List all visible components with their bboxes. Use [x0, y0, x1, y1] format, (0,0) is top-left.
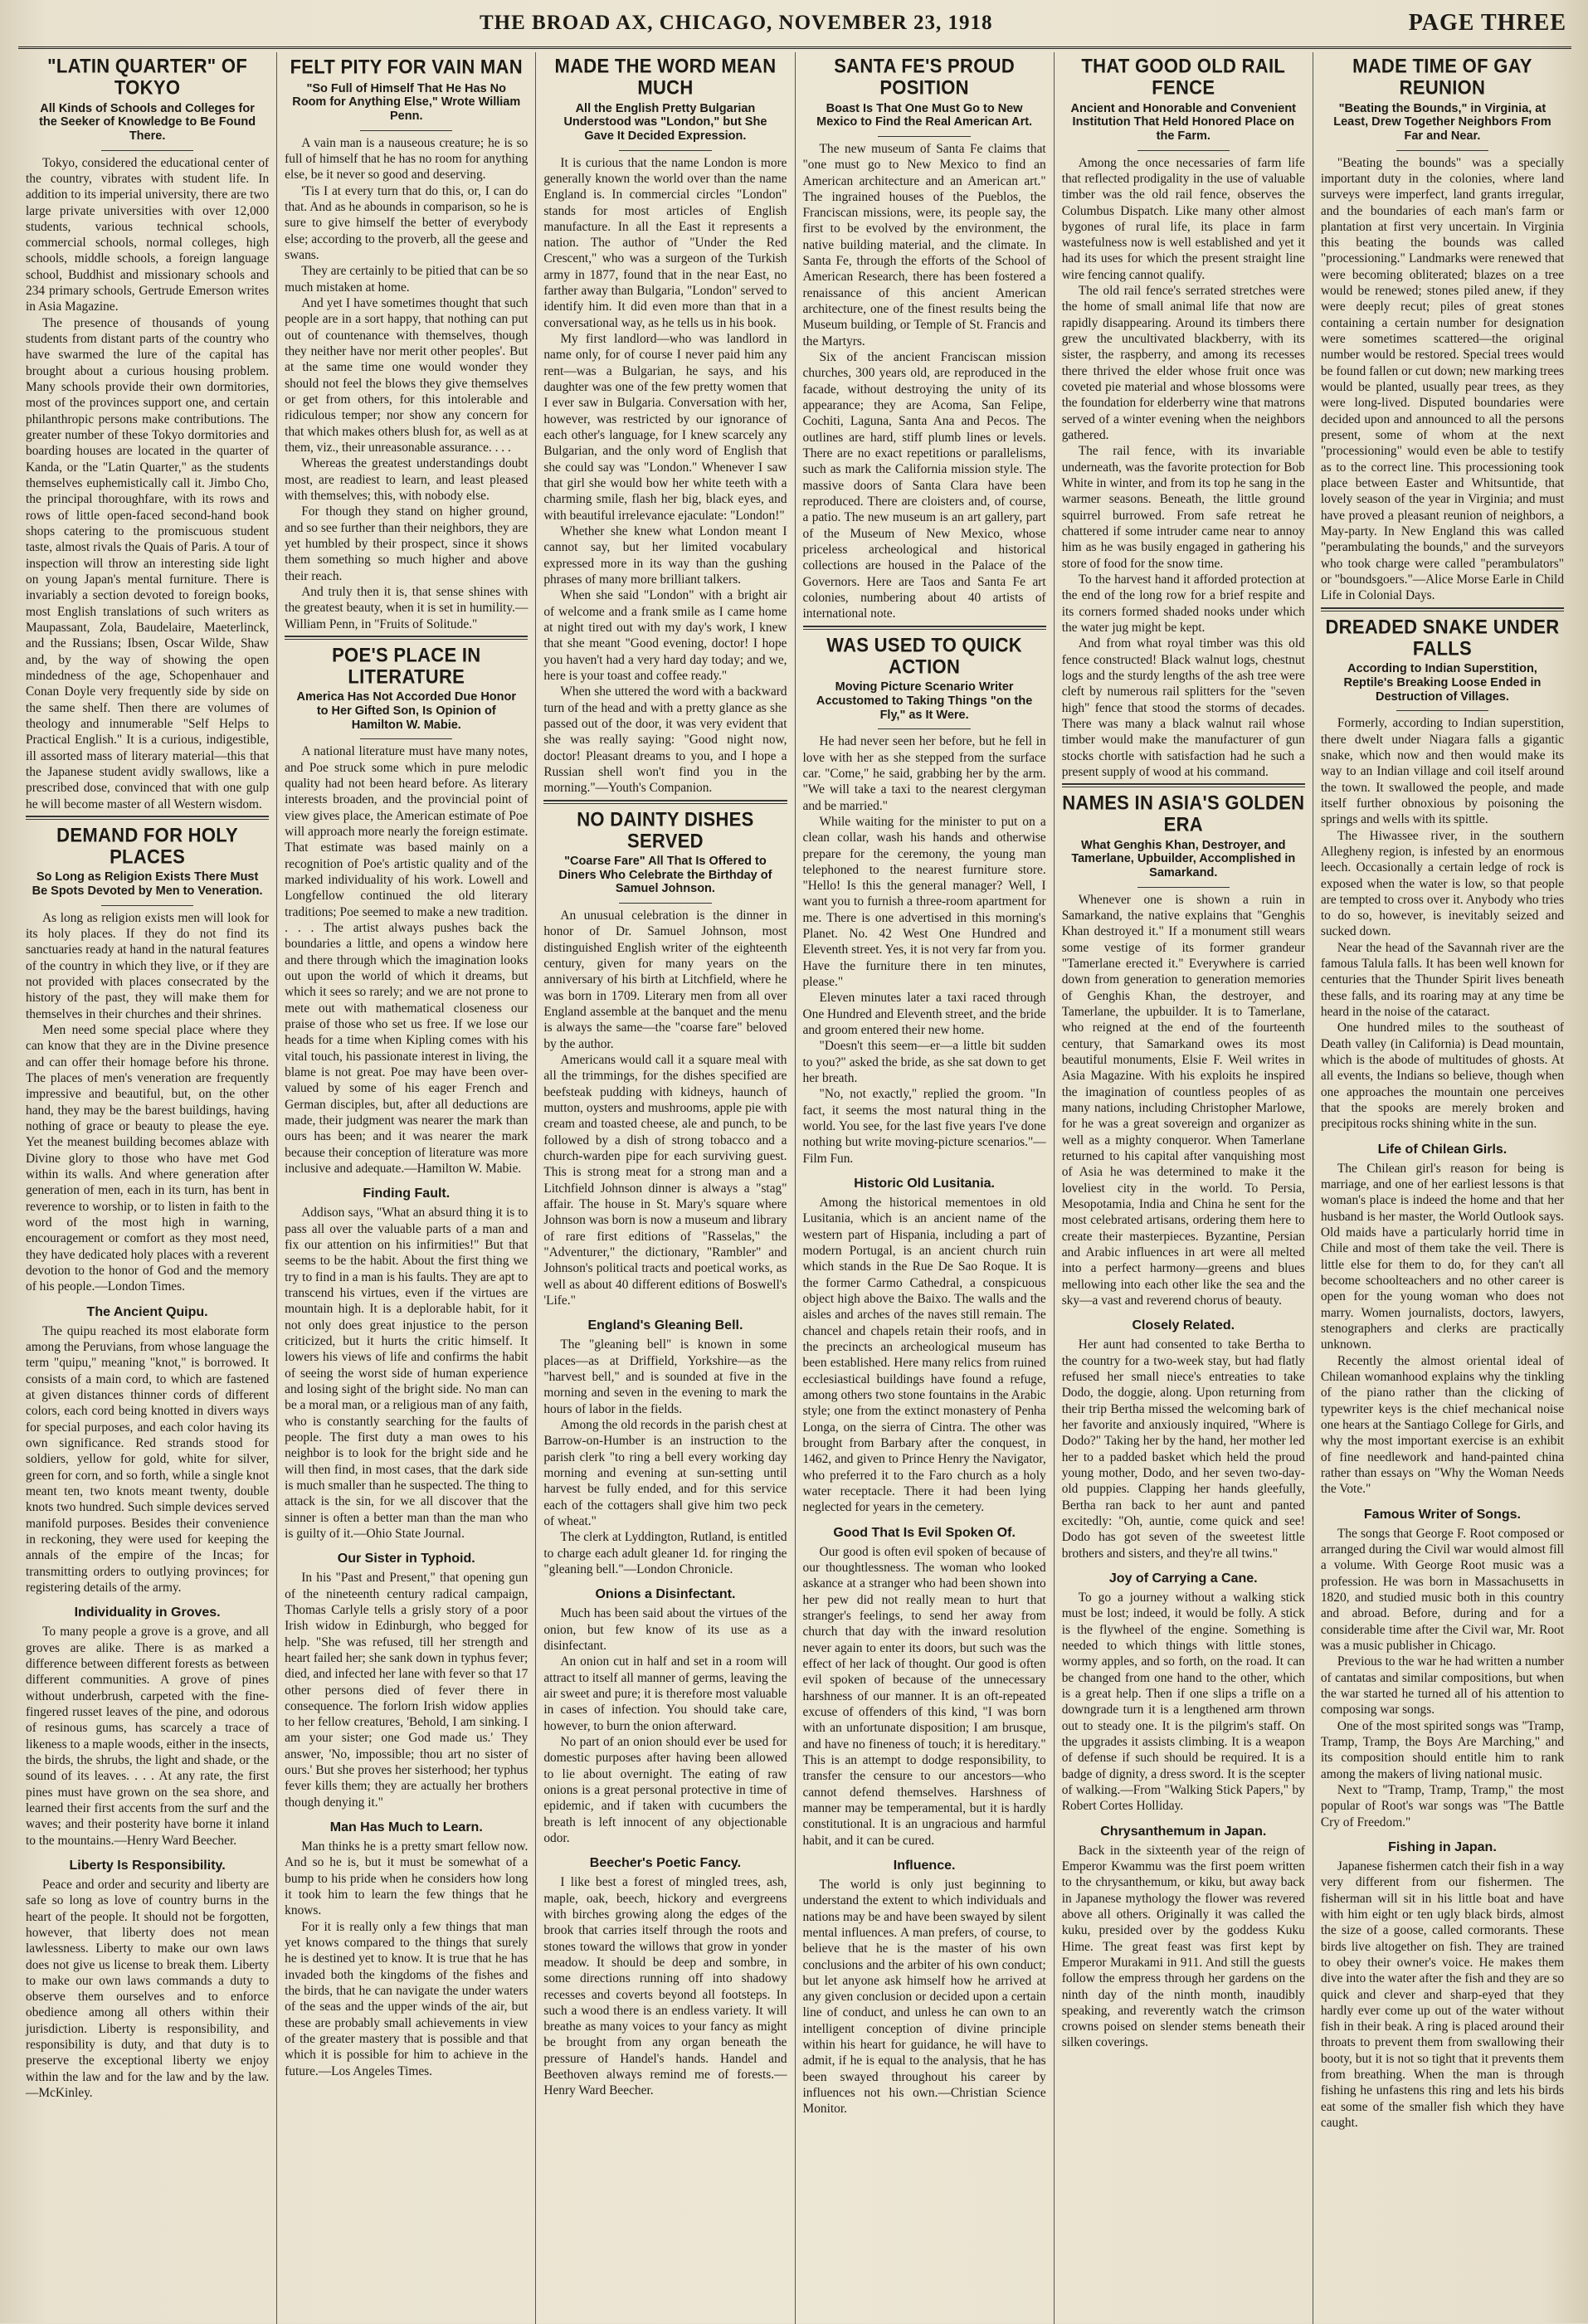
- subheading: Closely Related.: [1132, 1318, 1235, 1333]
- subheading: England's Gleaning Bell.: [587, 1318, 743, 1333]
- article-deck: "So Full of Himself That He Has No Room for Anything Else," Wrote William Penn.: [292, 81, 521, 124]
- article-headline: WAS USED TO QUICK ACTION: [826, 633, 1022, 678]
- paragraph: Whenever one is shown a ruin in Samarkand, the native explains that "Genghis Khan destroyed it." If a monument still wears some vestige of its former grandeur "Tamerlane erected it." Everywhere is carried down from generation to generation memories of Genghis Khan, the destroyer, and Tamerlane, the upbuilder. It is to Tamerlane, who reigned at the end of the fourteenth century, that Samarkand owes its most beautiful monuments, Elsie F. Weil writes in Asia Magazine. With his exploits he inspired the imagination of countless peoples of as many nations, including Christopher Marlowe, for he was a great sovereign and organizer as well as a mighty conqueror. When Tamerlane returned to his capital after vanquishing most of Asia he was determined to make it the loveliest city in the world. To Persia, Mesopotamia, India and China he sent for the most celebrated artisans, ordering them here to create their masterpieces. Byzantine, Persian and Arabic influences in art were all melted into a perfect harmony—greens and blues mellowing into each other like the sea and the sky—a vast and reverend chorus of beauty.: [1061, 892, 1305, 1308]
- paragraph: Americans would call it a square meal with all the trimmings, for the dishes specified are beefsteak pudding with kidneys, haunch of mutton, oysters and mushrooms, apple pie with cream and toasted cheese, ale and punch, to be followed by a dish of strong tobacco and a church-warden pipe for each surviving guest. This is strong meat for a strong man and a Litchfield Johnson dinner is always a "stag" affair. The house in St. Mary's square where Johnson was born is now a museum and library of rare first editions of "Rasselas," the "Adventurer," the dictionary, "Rambler" and Johnson's political tracts and poetical works, as well as about 40 different editions of Boswell's 'Life.": [543, 1053, 787, 1308]
- paragraph: A national literature must have many notes, and Poe struck some which in pure melodic quality had not been heard before. As literary interests broaden, and the provincial point of view gives place, the American estimate of Poe will approach more nearly the foreign estimate. That estimate was based mainly on a recognition of Poe's artistic quality and of the marked individuality of his work. Lowell and Longfellow continued the old literary traditions; Poe seemed to make a new tradition. . . . The artist always pushes back the boundaries a little, and opens a window here and there through which the imagination looks out upon the world of which it dreams, but which it sees so rarely; and we are not prone to mete out with mathematical closeness our praise of those who set us free. If we lose our heads for a time when Kipling comes with his vital touch, his passionate interest in living, the blame is not great. Poe may have been over-valued by some of his eager French and German disciples, but, after all deductions are made, their judgment was nearer the mark than ours has been; and it was nearer the mark because their conception of literature was more inclusive and adequate.—Hamilton W. Mabie.: [285, 744, 529, 1176]
- article-deck: "Coarse Fare" All That Is Offered to Diners Who Celebrate the Birthday of Samuel Johnson.: [558, 855, 772, 896]
- article-headline: NAMES IN ASIA'S GOLDEN ERA: [1062, 792, 1305, 836]
- article-headline: SANTA FE'S PROUD POSITION: [834, 55, 1016, 99]
- masthead: [18, 0, 1571, 49]
- article-deck: America Has Not Accorded Due Honor to Her Gifted Son, Is Opinion of Hamilton W. Mabie.: [296, 690, 517, 732]
- article-headline: "LATIN QUARTER" OF TOKYO: [47, 55, 248, 99]
- article-deck: So Long as Religion Exists There Must Be Spots Devoted by Men to Veneration.: [32, 870, 263, 899]
- paragraph: "Beating the bounds" was a specially important duty in the colonies, where land surveys were imperfect, land grants irregular, and the boundaries of each man's farm or plantation at first very uncertain. In Virginia this beating the bounds was called "processioning." Landmarks were renewed that were becoming obliterated; blazes on a tree would be renewed; stones piled anew, if they were deeply recut; piles of great stones containing a certain number for designation were sometimes scattered—the original number would be restored. Special trees would be found fallen or cut down; new marking trees would be planted, usually pear trees, as they were long-lived. Disputed boundaries were decided upon and announced to all the persons present, some of whom at the next "processioning" would even be able to testify as to the correct line. This processioning took place between Easter and Whitsuntide, that lovely season of the year in Virginia; and must have proved a pleasant reunion of neighbors, a May-party. In New England this was called "perambulating the bounds," and the surveyors who took charge were called "perambulators" or "boundsgoers."—Alice Morse Earle in Child Life in Colonial Days.: [1320, 155, 1565, 603]
- paragraph: Whereas the greatest understandings doubt most, are readiest to learn, and least pleased with themselves; this, with nobody else.: [285, 456, 529, 503]
- paragraph: When she said "London" with a bright air of welcome and a frank smile as I came home at night tired out with my day's work, I knew that she meant "Good evening, doctor! I hope you haven't had a very hard day today; and we, here is your toast and coffee ready.": [543, 588, 787, 684]
- paragraph: One hundred miles to the southeast of Death valley (in California) is Dead mountain, which is the abode of multitudes of ghosts. At all events, the Indians so believe, though when one approaches the mountain one perceives that the spooks are merely broken and precipitous rocks shining white in the sun.: [1320, 1021, 1565, 1132]
- paragraph: The old rail fence's serrated stretches were the home of small animal life that now are rapidly disappearing. Around its timbers there grew the uncultivated blackberry, with its sister, the raspberry, and among its recesses there thrived the elder whose fruit once was coveted pie material and whose blossoms were the foundation for elderberry wine that matrons served of a winter evening when the neighbors gathered.: [1061, 284, 1305, 443]
- deck-rule: [101, 150, 193, 151]
- article-headline: MADE TIME OF GAY REUNION: [1352, 55, 1532, 99]
- subheading: Our Sister in Typhoid.: [337, 1552, 475, 1566]
- subheading: Historic Old Lusitania.: [854, 1177, 995, 1191]
- article-headline: DEMAND FOR HOLY PLACES: [56, 823, 238, 868]
- paragraph: They are certainly to be pitied that can be so much mistaken at home.: [285, 264, 529, 295]
- paragraph: Next to "Tramp, Tramp, Tramp," the most popular of Root's war songs was "The Battle Cry of Freedom.": [1320, 1782, 1565, 1829]
- column-5: [1055, 52, 1313, 2324]
- paragraph: I like best a forest of mingled trees, ash, maple, oak, beech, hickory and evergreens with birches growing along the edges of the brook that carries itself through the roots and stones toward the willows that grow in yonder meadow. It should be deep and sombre, in some directions running off into shadowy recesses and coverts beyond all footsteps. In such a wood there is an endless variety. It will breathe as many voices to your fancy as might be brought from any organ beneath the pressure of Handel's hands. Handel and Beethoven always remind me of forests.—Henry Ward Beecher.: [543, 1875, 787, 2098]
- headline-rule: [1062, 783, 1305, 787]
- paragraph: The presence of thousands of young students from distant parts of the country who have swarmed the lure of the capital has brought about a curious housing problem. Many schools provide their own dormitories, most of the provinces support one, and certain philanthropic persons make contributions. The greater number of these Tokyo dormitories and boarding houses are located in the quarter of Kanda, or the "Latin Quarter," as the students themselves euphemistically call it. Jimbo Cho, the principal thoroughfare, with its rows and rows of little open-faced second-hand book shops catering to the promiscuous student taste, almost rivals the Quais of Paris. A tour of inspection will throw an interesting side light on young Japan's mental furniture. There is invariably a section devoted to foreign books, most English translations of such writers as Maupassant, Zola, Baudelaire, Maeterlinck, and the Russians; Ibsen, Oscar Wilde, Shaw and, by the way of showing the open mindedness of the age, Schopenhauer and Conan Doyle very frequently side by side on the same shelf. Then there are volumes of theology and innumerable "Self Helps to Practical English." It is a curious, indigestible, ill assorted mass of literary material—this that the Japanese student avidly swallows, like a prescribed dose, convinced that with one gulp he will become master of all Western wisdom.: [26, 315, 270, 811]
- headline-rule: [26, 816, 269, 820]
- deck-rule: [619, 903, 711, 904]
- paragraph: The Hiwassee river, in the southern Allegheny region, is infested by an enormous leech. Occasionally a certain ledge of rock is exposed when the water is low, so that people are tempted to cross over it. Anybody who tries to do so, however, is inevitably seized and sucked down.: [1320, 828, 1565, 939]
- deck-rule: [878, 136, 970, 137]
- subheading: Man Has Much to Learn.: [329, 1820, 483, 1835]
- column-4: [796, 52, 1055, 2324]
- paragraph: He had never seen her before, but he fell in love with her as she stepped from the surface car. "Come," he said, grabbing her by the arm. "We will take a taxi to the nearest clergyman and be married.": [802, 734, 1046, 813]
- paragraph: Much has been said about the virtues of the onion, but few know of its use as a disinfectant.: [543, 1606, 787, 1653]
- paragraph: And truly then it is, that sense shines with the greatest beauty, when it is set in humility.—William Penn, in "Fruits of Solitude.": [285, 584, 529, 631]
- paragraph: 'Tis I at every turn that do this, or, I can do that. And as he abounds in comparison, so he is sure to give himself the better of everybody else; according to the proverb, all the geese and swans.: [285, 183, 529, 263]
- subheading: The Ancient Quipu.: [86, 1304, 208, 1319]
- paragraph: "No, not exactly," replied the groom. "In fact, it seems the most natural thing in the world. You see, for the last five years I've done nothing but write moving-picture scenarios."—Film Fun.: [802, 1087, 1046, 1166]
- deck-rule: [360, 130, 452, 131]
- paragraph: An unusual celebration is the dinner in honor of Dr. Samuel Johnson, most distinguished English writer of the eighteenth century, given for many years on the anniversary of his birth at Litchfield, where he was born in 1709. Literary men from all over England assemble at the banquet and the menu is always the same—the "coarse fare" beloved by the author.: [543, 909, 787, 1051]
- deck-rule: [101, 905, 193, 906]
- paragraph: The rail fence, with its invariable underneath, was the favorite protection for Bob White in winter, and from its top he sang in the warmer seasons. Beneath, the little ground squirrel burrowed. From safe retreat he chattered if some intruder came near to annoy him as he was busily engaged in gathering his store of food for the snow time.: [1061, 444, 1305, 571]
- paragraph: Among the historical mementoes in old Lusitania, which is an ancient name of the western part of Hispania, including a part of modern Portugal, is an ancient church ruin which stands in the Rue De Sao Roque. It is the former Carmo Cathedral, a conspicuous object high above the Baixo. The walls and the aisles and arches of the naves still remain. The chancel and chapels retain their roofs, and in the precincts an archeological museum has been established. Here many relics from ruined ecclesiastical buildings have found a refuge, among others two stone fountains in the Arabic style; one from the extinct monastery of Penha Longa, on the sierra of Cintra. The other was brought from Barbary after the conquest, in 1462, and given to Prince Henry the Navigator, who preferred it to the Faro church as a holy water receptacle. There it had been lying neglected for years in the cemetery.: [802, 1196, 1046, 1515]
- paragraph: The songs that George F. Root composed or arranged during the Civil war would almost fill a volume. With George Root music was a profession. He was born in Massachusetts in 1820, and studied music both in this country and abroad. Before, during and for a considerable time after the Civil war, Mr. Root was a music publisher in Chicago.: [1320, 1526, 1565, 1653]
- article-headline: THAT GOOD OLD RAIL FENCE: [1081, 55, 1286, 99]
- column-1: [18, 52, 277, 2324]
- paragraph: In his "Past and Present," that opening gun of the nineteenth century radical campaign, Thomas Carlyle tells a grisly story of a poor Irish widow in Edinburgh, who begged for help. "She was refused, till her strength and heart failed her; she sank down in typhus fever; died, and infected her lane with fever so that 17 other persons died of fever there in consequence. The forlorn Irish widow applies to her fellow creatures, 'Behold, I am sinking. I am your sister; one God made us.' They answer, 'No, impossible; thou art no sister of ours.' But she proves her sisterhood; her typhus fever kills them; they are actually her brothers though denying it.": [285, 1571, 529, 1810]
- paragraph: Tokyo, considered the educational center of the country, vibrates with student life. In addition to its imperial university, there are two large private universities with over 12,000 students, various technical schools, commercial schools, normal colleges, high schools, middle schools, a foreign language school, Buddhist and missionary schools and 234 primary schools, Gertrude Emerson writes in Asia Magazine.: [26, 155, 270, 314]
- paragraph: Six of the ancient Franciscan mission churches, 300 years old, are reproduced in the facade, without destroying the unity of its appearance; they are Acoma, San Felipe, Cochiti, Laguna, Santa Ana and Pecos. The outlines are hard, stiff plumb lines or levels. There are no exact repetitions or parallelisms, such as mark the California mission style. The massive doors of Santa Clara have been reproduced. There are cloisters and, of course, a patio. The new museum is an art gallery, part of the Museum of New Mexico, whose priceless archeological and historical collections are housed in the Palace of the Governors. Here are Taos and Santa Fe art colonies, numbering about 40 artists of international note.: [802, 350, 1046, 621]
- subheading: Finding Fault.: [363, 1186, 451, 1201]
- paragraph: Her aunt had consented to take Bertha to the country for a two-week stay, but had flatly refused her small niece's entreaties to take Dodo, the doggie, along. Upon returning from their trip Bertha missed the welcoming bark of her favorite and anxiously inquired, "Where is Dodo?" Taking her by the hand, her mother led her to a padded basket which held the proud young mother, Dodo, and her seven two-day-old puppies. Clapping her hands gleefully, Bertha ran back to her aunt and panted excitedly: "Oh, auntie, come quick and see! Dodo has got seven of the sweetest little brothers and sisters, and they're all twins.": [1061, 1337, 1305, 1561]
- paragraph: The Chilean girl's reason for being is marriage, and one of her earliest lessons is that woman's place is indeed the home and that her husband is her master, the World Outlook says. Old maids have a particularly horrid time in Chile and most of them take the veil. There is little else for them to do, for they can't all become schoolteachers and no other career is open for the young woman who does not marry. Women journalists, doctors, lawyers, stenographers and clerks are practically unknown.: [1320, 1161, 1565, 1352]
- paragraph: While waiting for the minister to put on a clean collar, wash his hands and otherwise prepare for the ceremony, the young man telephoned to the nearest furniture store. "Hello! Is this the general manager? Well, I want you to furnish a three-room apartment for me. There is one advertised in this morning's Planet. No. 42 West One Hundred and Eleventh street. Yes, it is not very far from you. Have the furniture there in ten minutes, please.": [802, 814, 1046, 990]
- paragraph: One of the most spirited songs was "Tramp, Tramp, Tramp, the Boys Are Marching," and its composition should entitle him to rank among the makers of living national music.: [1320, 1718, 1565, 1781]
- paragraph: Near the head of the Savannah river are the famous Talula falls. It has been well known for centuries that the Thunder Spirit lives beneath these falls, and its roaring may at any time be heard in the noise of the cataract.: [1320, 940, 1565, 1020]
- paragraph: The new museum of Santa Fe claims that "one must go to New Mexico to find an American architecture and an American art." The ingrained houses of the Pueblos, the Franciscan missions, were, its people say, the first to be evolved by the environment, the native building material, and the climate. In Santa Fe, through the efforts of the School of American Research, there has been fostered a renaissance of this ancient American architecture, one of the finest results being the Museum building, or Temple of St. Francis and the Martyrs.: [802, 141, 1046, 348]
- article-deck: Boast Is That One Must Go to New Mexico to Find the Real American Art.: [816, 101, 1033, 129]
- paragraph: Our good is often evil spoken of because of our thoughtlessness. The woman who looked askance at a stranger who had been shown into her pew did not really mean to hurt that stranger's feelings, to send her away from church that day with the inward resolution never again to enter its doors, but such was the effect of her lack of thought. Our good is often evil spoken of because of the unnecessary harshness of our manner. It is an oft-repeated excuse of offenders of this kind, "I was born with an unfortunate disposition; I am brusque, and have no fineness of touch; it is hereditary." This is an attempt to dodge responsibility, to transfer the censure to our ancestors—who cannot defend themselves. Harshness of manner may be temperamental, but it is hardly constitutional. It is an ungracious and harmful habit, and it can be cured.: [802, 1544, 1046, 1848]
- headline-rule: [803, 626, 1046, 630]
- column-2: [277, 52, 536, 2324]
- article-deck: All Kinds of Schools and Colleges for the Seeker of Knowledge to Be Found There.: [39, 101, 256, 143]
- paragraph: "Doesn't this seem—er—a little bit sudden to you?" asked the bride, as she sat down to get her breath.: [802, 1039, 1046, 1086]
- paragraph: And yet I have sometimes thought that such people are in a sort happy, that nothing can put out of countenance with themselves, though they neither have nor merit other peoples'. But at the same time one would wonder they should not feel the blows they give themselves or get from others, for this intolerable and ridiculous temper; nor show any concern for that which makes others blush for, as well as at them, viz., their unreasonable assurance. . . .: [285, 296, 529, 455]
- deck-rule: [1396, 150, 1488, 151]
- subheading: Liberty Is Responsibility.: [69, 1858, 226, 1873]
- paragraph: To many people a grove is a grove, and all groves are alike. There is as marked a difference between different forests as between different communities. A grove of pines without underbrush, carpeted with the fine-fingered russet leaves of the pine, and odorous of resinous gums, has scarcely a trace of likeness to a maple woods, either in the insects, the birds, the shrubs, the light and shade, or the sound of its leaves. . . . At any rate, the first pines must have grown on the sea shore, and learned their first accents from the surf and the waves; and their posterity have borne it inland to the mountains.—Henry Ward Beecher.: [26, 1625, 270, 1848]
- article-headline: FELT PITY FOR VAIN MAN: [290, 55, 523, 78]
- paragraph: The quipu reached its most elaborate form among the Peruvians, from whose language the term "quipu," meaning "knot," is borrowed. It consists of a main cord, to which are fastened at given distances thinner cords of different colors, each cord being knotted in divers ways for special purposes, and each color having its own significance. Red strands stood for soldiers, yellow for gold, white for silver, green for corn, and so forth, while a single knot meant ten, two knots meant twenty, double knots two hundred. Such simple devices served manifold purposes. Besides their convenience in reckoning, they were used for keeping the annals of the empire of the Incas; for transmitting orders to outlying provinces; for registering details of the army.: [26, 1323, 270, 1595]
- subheading: Individuality in Groves.: [74, 1605, 221, 1620]
- column-3: [536, 52, 795, 2324]
- paragraph: To go a journey without a walking stick must be lost; indeed, it would be folly. A stick is the flywheel of the engine. Something is needed to which things with little stones, wormy apples, and so forth, on the road. It can be changed from one hand to the other, which is a great help. Then if one slips a trifle on a downgrade turn it is a lengthened arm thrown out to steady one. It is the pilgrim's staff. On the upgrades it assists climbing. It is a weapon of defense if such should be required. It is a badge of dignity, a dress sword. It is the scepter of walking.—From "Walking Stick Papers," by Robert Cortes Holliday.: [1061, 1590, 1305, 1814]
- paragraph: The clerk at Lyddington, Rutland, is entitled to charge each adult gleaner 1d. for ringing the "gleaning bell."—London Chronicle.: [543, 1530, 787, 1576]
- article-deck: All the English Pretty Bulgarian Understood was "London," but She Gave It Decided Expression.: [563, 101, 767, 143]
- columns: [18, 52, 1571, 2324]
- subheading: Famous Writer of Songs.: [1363, 1507, 1521, 1522]
- page-number: PAGE THREE: [1408, 10, 1566, 36]
- subheading: Chrysanthemum in Japan.: [1100, 1824, 1267, 1839]
- article-headline: MADE THE WORD MEAN MUCH: [554, 55, 777, 99]
- paragraph: Recently the almost oriental ideal of Chilean womanhood explains why the tinkling of the piano rather than the clicking of typewriter keys is the chief mechanical noise one hears at the Santiago College for Girls, and why the most important exercise is an exhibit of fine needlework and hand-painted china rather than essays on "Why the Woman Needs the Vote.": [1320, 1353, 1565, 1497]
- column-6: [1313, 52, 1571, 2324]
- deck-rule: [1396, 710, 1488, 711]
- paragraph: To the harvest hand it afforded protection at the end of the long row for a brief respite and its corners formed shaded nooks under which the water jug might be kept.: [1061, 572, 1305, 636]
- subheading: Joy of Carrying a Cane.: [1108, 1571, 1258, 1586]
- paragraph: Men need some special place where they can know that they are in the Divine presence and can offer their homage before his throne. The places of men's veneration are frequently impressive and beautiful, but, on the other hand, they may be the barest buildings, having nothing of grace or beauty to please the eye. Yet the meanest building becomes ablaze with Divine glory to those who have met God within its walls. And where generation after generation of men, each in its turn, has bent in reverence to worship, or to listen in faith to the word of the most high in warning, encouragement or comfort as they most need, they have dedicated holy places with a reverent devotion to the honor of God and the memory of his people.—London Times.: [26, 1023, 270, 1294]
- paragraph: And from what royal timber was this old fence constructed! Black walnut logs, chestnut logs and the sturdy lengths of the ash tree were cleft by numerous rail splitters for the "seven high" fence that stood the storms of decades. There was many a black walnut rail whose timber would make the manufacturer of gun stocks chortle with satisfaction had he such a present supply of wood at his command.: [1061, 636, 1305, 779]
- paragraph: When she uttered the word with a backward turn of the head and with a pretty glance as she passed out of the door, it was very evident that she was really saying: "Good night now, doctor! Pleasant dreams to you, and I hope a Russian shell won't find you in the morning."—Youth's Companion.: [543, 685, 787, 796]
- paragraph: For it is really only a few things that man yet knows compared to the things that surely he is destined yet to know. It is true that he has invaded both the kingdoms of the fishes and the birds, that he can navigate the under waters of the seas and the upper winds of the air, but these are probably small achievements in view of the greater mastery that is possible and that which it is possible for him to achieve in the future.—Los Angeles Times.: [285, 1919, 529, 2078]
- paragraph: The world is only just beginning to understand the extent to which individuals and nations may be and have been swayed by silent mental influences. A man prefers, of course, to believe that he is the master of his own conclusions and the arbiter of his own conduct; but let anyone ask himself how he arrived at any given conclusion or decided upon a certain line of conduct, and unless he can own to an intelligent conception of divine principle within his heart for guidance, he will have to admit, if he is equal to the analysis, that he has been swayed throughout his career by influences not his own.—Christian Science Monitor.: [802, 1877, 1046, 2117]
- paragraph: My first landlord—who was landlord in name only, for of course I never paid him any rent—was a Bulgarian, he says, and his daughter was one of the few pretty women that I ever saw in Bulgaria. Conversation with her, however, was restricted by our ignorance of each other's language, for I knew scarcely any Bulgarian, and the only word of English that she could say was "London." Whenever I saw that girl she would bow her white teeth with a charming smile, flash her big, black eyes, and with beautiful irrelevance ejaculate: "London!": [543, 332, 787, 523]
- paragraph: The "gleaning bell" is known in some places—as at Driffield, Yorkshire—as the "harvest bell," and is sounded at five in the morning and seven in the evening to mark the hours of labor in the fields.: [543, 1337, 787, 1416]
- subheading: Beecher's Poetic Fancy.: [589, 1856, 742, 1871]
- paragraph: No part of an onion should ever be used for domestic purposes after having been allowed to lie about overnight. The eating of raw onions is a great personal protective in time of epidemic, and if taken with cucumbers the breath is left innocent of any objectionable odor.: [543, 1734, 787, 1845]
- article-headline: POE'S PLACE IN LITERATURE: [332, 643, 481, 688]
- paragraph: Among the once necessaries of farm life that reflected prodigality in the use of valuable timber was the old rail fence, observes the Columbus Dispatch. Like many other almost bygones of rural life, its place in farm wastefulness now is well established and yet it had its uses for which the present straight line wire fencing cannot qualify.: [1061, 155, 1305, 282]
- paragraph: An onion cut in half and set in a room will attract to itself all manner of germs, leaving the air sweet and pure; it is therefore most valuable in cases of infection. You should take care, however, to burn the onion afterward.: [543, 1654, 787, 1733]
- article-deck: Moving Picture Scenario Writer Accustomed to Taking Things "on the Fly," as It Were.: [816, 680, 1033, 722]
- paper-dateline: THE BROAD AX, CHICAGO, NOVEMBER 23, 1918: [480, 12, 993, 34]
- paragraph: Eleven minutes later a taxi raced through One Hundred and Eleventh street, and the bride and groom entered their new home.: [802, 991, 1046, 1038]
- headline-rule: [285, 636, 528, 640]
- paragraph: Previous to the war he had written a number of cantatas and similar compositions, but when the war started he turned all of his attention to composing war songs.: [1320, 1654, 1565, 1717]
- deck-rule: [878, 728, 970, 729]
- paragraph: Whether she knew what London meant I cannot say, but her limited vocabulary expressed more in its way than the gushing phrases of many more brilliant talkers.: [543, 524, 787, 587]
- paragraph: It is curious that the name London is more generally known the world over than the name England is. In commercial circles "London" stands for most articles of English manufacture. In all the East it represents a nation. The author of "Under the Red Crescent," who was a surgeon of the Turkish army in 1877, found that in the near East, no farther away than Bulgaria, "London" served to identify him. It did even more than that in a conversational way, as he tells us in his book.: [543, 155, 787, 330]
- paragraph: As long as religion exists men will look for its holy places. If they do not find its sanctuaries ready at hand in the natural features of the country in which they live, or if they are not provided with places consecrated by the history of the past, they will make them for themselves in their churches and their shrines.: [26, 910, 270, 1021]
- paragraph: Formerly, according to Indian superstition, there dwelt under Niagara falls a gigantic snake, which now and then would make its way to an Indian village and coil itself around the town. It swallowed the people, and made itself further obnoxious by poisoning the springs and wells with its spittle.: [1320, 716, 1565, 827]
- paragraph: For though they stand on higher ground, and so see further than their neighbors, they are yet humbled by their prospect, since it shows them something so much higher and above their reach.: [285, 504, 529, 583]
- subheading: Influence.: [893, 1858, 956, 1873]
- article-deck: According to Indian Superstition, Reptile's Breaking Loose Ended in Destruction of Villages.: [1343, 662, 1542, 704]
- deck-rule: [619, 150, 711, 151]
- paragraph: Among the old records in the parish chest at Barrow-on-Humber is an instruction to the parish clerk "to ring a bell every working day morning and evening at sun-setting until harvest be fully ended, and for this service each of the cottagers shall give him two peck of wheat.": [543, 1418, 787, 1528]
- article-headline: NO DAINTY DISHES SERVED: [577, 807, 754, 852]
- deck-rule: [360, 738, 452, 739]
- headline-rule: [543, 800, 787, 804]
- deck-rule: [1137, 150, 1230, 151]
- paragraph: Addison says, "What an absurd thing it is to pass all over the valuable parts of a man and fix our attention on his infirmities!" But that seems to be the habit. About the first thing we try to find in a man is his faults. They are apt to transcend his virtues, even if the virtues are mountain high. It is a deplorable habit, for it not only does great injustice to the person criticized, but it hurts the critic himself. It lowers his views of life and confirms the habit of seeing the worst side of human experience and losing sight of the bright side. No man can be a moral man, or a religious man of any faith, who is constantly searching for the faults of people. The first duty a man owes to his neighbor is to look for the bright side and he will then find, in most cases, that the dark side is much smaller than he suspected. The thing to attack is the sin, for we all discover that the sinner is often a better man than the man who is guilty of it.—Ohio State Journal.: [285, 1206, 529, 1541]
- headline-rule: [1321, 607, 1564, 611]
- article-headline: DREADED SNAKE UNDER FALLS: [1325, 615, 1560, 660]
- article-deck: Ancient and Honorable and Convenient Institution That Held Honored Place on the Farm.: [1070, 101, 1297, 143]
- article-deck: "Beating the Bounds," in Virginia, at Least, Drew Together Neighbors From Far and Near.: [1333, 101, 1551, 143]
- subheading: Good That Is Evil Spoken Of.: [833, 1525, 1016, 1540]
- deck-rule: [1137, 887, 1230, 888]
- paragraph: Japanese fishermen catch their fish in a way very different from our fishermen. The fisherman will sit in his little boat and have with him eight or ten ugly black birds, almost the size of a goose, called cormorants. These birds live altogether on fish. They are trained to obey their owner's voice. He makes them dive into the water after the fish and they are so quick and clever and sharp-eyed that they hardly ever come up out of the water without fish in their beak. A ring is placed around their throats to prevent them from swallowing their booty, but it is not so tight that it prevents them from breathing. When the man is through fishing he unfastens this ring and lets his birds eat some of the smaller fish which they have caught.: [1320, 1859, 1565, 2131]
- paragraph: Man thinks he is a pretty smart fellow now. And so he is, but it must be somewhat of a bump to his pride when he considers how long it took him to learn the few things that he knows.: [285, 1839, 529, 1918]
- paragraph: A vain man is a nauseous creature; he is so full of himself that he has no room for anything else, be it never so good and deserving.: [285, 135, 529, 183]
- subheading: Life of Chilean Girls.: [1377, 1142, 1508, 1157]
- subheading: Onions a Disinfectant.: [595, 1587, 736, 1602]
- paragraph: Peace and order and security and liberty are safe so long as love of country burns in the heart of the people. It should not be forgotten, however, that liberty does not mean lawlessness. Liberty to make our own laws does not give us license to break them. Liberty to make our own laws commands a duty to observe them ourselves and to enforce obedience among all others within their jurisdiction. Liberty is responsibility, and responsibility is duty, and that duty is to preserve the exceptional liberty we enjoy within the law and for the law and by the law.—McKinley.: [26, 1877, 270, 2101]
- article-deck: What Genghis Khan, Destroyer, and Tamerlane, Upbuilder, Accomplished in Samarkand.: [1071, 838, 1296, 880]
- subheading: Fishing in Japan.: [1388, 1839, 1497, 1854]
- paragraph: Back in the sixteenth year of the reign of Emperor Kwammu was the first poem written to the chrysanthemum, or kiku, but away back in Japanese mythology the flower was revered above all others. Originally it was called the kuku, presided over by the goddess Kuku Hime. The great feast was first kept by Emperor Murakami in 911. And still the guests follow the empress through her gardens on the ninth day of the ninth month, inaudibly speaking, and reverently watch the crimson crowns poised on slender stems beneath their silken coverings.: [1061, 1843, 1305, 2050]
